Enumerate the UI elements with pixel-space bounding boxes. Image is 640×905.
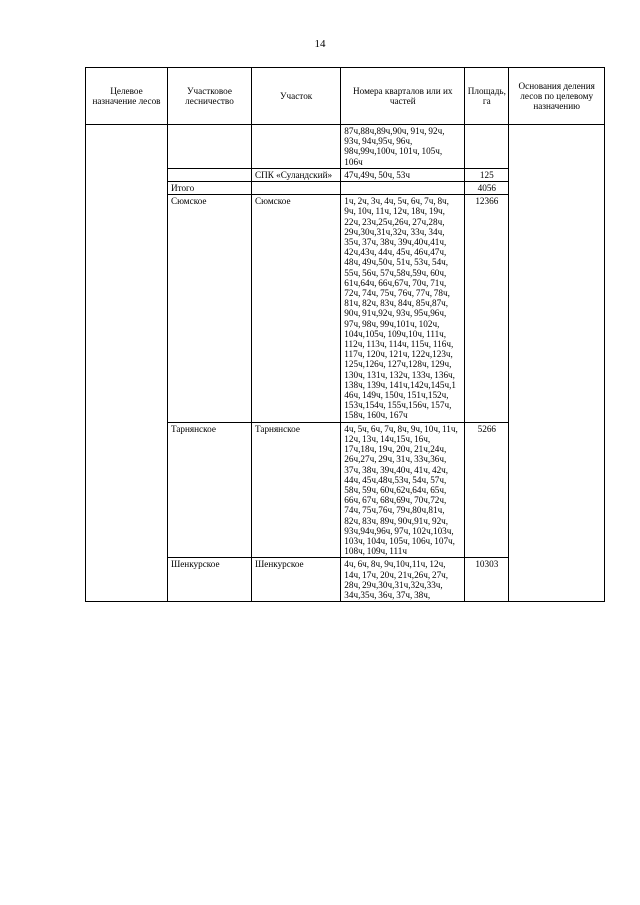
forestry-cell — [167, 125, 251, 169]
header-plot: Участок — [251, 68, 340, 125]
header-quarters: Номера кварталов или их частей — [341, 68, 465, 125]
forestry-cell: Тарнянское — [167, 422, 251, 558]
quarters-cell: 87ч,88ч,89ч,90ч, 91ч, 92ч, 93ч, 94ч,95ч, 96ч, 98ч,99ч,100ч, 101ч, 105ч, 106ч — [341, 125, 465, 169]
area-cell: 12366 — [465, 195, 509, 422]
total-label: Итого — [167, 182, 251, 195]
table-row — [86, 125, 605, 169]
forestry-cell: Шенкурское — [167, 558, 251, 602]
header-purpose: Целевое назначение лесов — [86, 68, 168, 125]
forest-purpose-table — [85, 67, 605, 602]
header-basis: Основания деления лесов по целевому назначению — [509, 68, 605, 125]
page-number: 14 — [314, 38, 326, 50]
forestry-cell: Сюмское — [167, 195, 251, 422]
total-area: 4056 — [465, 182, 509, 195]
table-header-row — [86, 68, 605, 125]
area-cell: 10303 — [465, 558, 509, 602]
header-area: Площадь, га — [465, 68, 509, 125]
quarters-cell: 1ч, 2ч, 3ч, 4ч, 5ч, 6ч, 7ч, 8ч, 9ч, 10ч, 11ч, 12ч, 18ч, 19ч, 22ч, 23ч,25ч,26ч, 27ч,28ч, 29ч,30ч,31ч,32ч, 33ч, 34ч, 35ч, 37ч, 38ч, 39ч,40ч,41ч, 42ч,43ч, 44ч, 45ч, 46ч,47ч, 48ч, 49ч,50ч, 51ч, 53ч, 54ч, 55ч, 56ч, 57ч,58ч,59ч, 60ч, 61ч,64ч, 66ч,67ч, 70ч, 71ч, 72ч, 74ч, 75ч, 76ч, 77ч, 78ч, 81ч, 82ч, 83ч, 84ч, 85ч,87ч, 90ч, 91ч,92ч, 93ч, 95ч,96ч, 97ч, 98ч, 99ч,101ч, 102ч, 104ч,105ч, 109ч,10ч, 111ч, 112ч, 113ч, 114ч, 115ч, 116ч, 117ч, 120ч, 121ч, 122ч,123ч, 125ч,126ч, 127ч,128ч, 129ч, 130ч, 131ч, 132ч, 133ч, 136ч, 138ч, 139ч, 141ч,142ч,145ч,1 46ч, 149ч, 150ч, 151ч,152ч, 153ч,154ч, 155ч,156ч, 157ч, 158ч, 160ч, 167ч — [341, 195, 465, 422]
area-cell: 5266 — [465, 422, 509, 558]
header-forestry: Участковое лесничество — [167, 68, 251, 125]
quarters-cell: 4ч, 6ч, 8ч, 9ч,10ч,11ч, 12ч, 14ч, 17ч, 20ч, 21ч,26ч, 27ч, 28ч, 29ч,30ч,31ч,32ч,33ч, 34ч,35ч, 36ч, 37ч, 38ч, — [341, 558, 465, 602]
quarters-cell: 47ч,49ч, 50ч, 53ч — [341, 168, 465, 181]
basis-cell — [509, 125, 605, 602]
quarters-cell: 4ч, 5ч, 6ч, 7ч, 8ч, 9ч, 10ч, 11ч, 12ч, 13ч, 14ч,15ч, 16ч, 17ч,18ч, 19ч, 20ч, 21ч,24ч, 26ч,27ч, 29ч, 31ч, 33ч,36ч, 37ч, 38ч, 39ч,40ч, 41ч, 42ч, 44ч, 45ч,48ч,53ч, 54ч, 57ч, 58ч, 59ч, 60ч,62ч,64ч, 65ч, 66ч, 67ч, 68ч,69ч, 70ч,72ч, 74ч, 75ч,76ч, 79ч,80ч,81ч, 82ч, 83ч, 89ч, 90ч,91ч, 92ч, 93ч,94ч,96ч, 97ч, 102ч,103ч, 103ч, 104ч, 105ч, 106ч, 107ч, 108ч, 109ч, 111ч — [341, 422, 465, 558]
forestry-cell — [167, 168, 251, 181]
quarters-cell — [341, 182, 465, 195]
plot-cell: Шенкурское — [251, 558, 340, 602]
plot-cell — [251, 125, 340, 169]
plot-cell: Тарнянское — [251, 422, 340, 558]
plot-cell: Сюмское — [251, 195, 340, 422]
plot-cell — [251, 182, 340, 195]
purpose-cell — [86, 125, 168, 602]
plot-cell: СПК «Суландский» — [251, 168, 340, 181]
area-cell: 125 — [465, 168, 509, 181]
area-cell — [465, 125, 509, 169]
